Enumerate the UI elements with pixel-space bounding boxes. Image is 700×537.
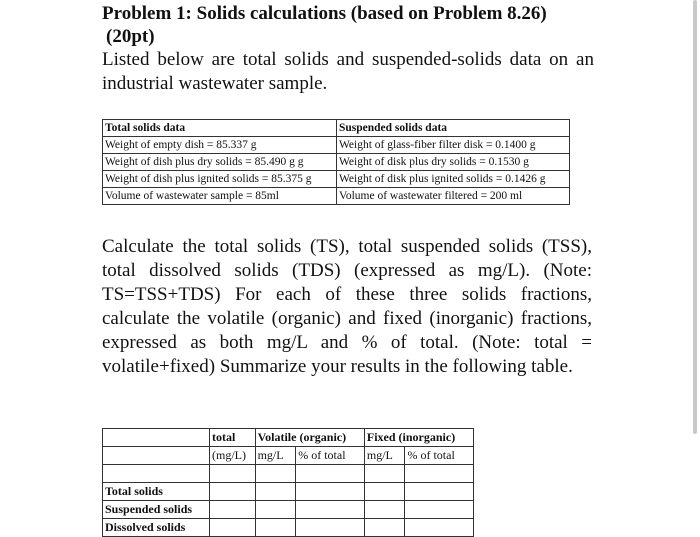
- row-label-total-solids: Total solids: [103, 483, 210, 501]
- unit-volatile-mgl: mg/L: [255, 447, 296, 465]
- table-cell: Weight of dish plus ignited solids = 85.375 g: [103, 171, 337, 188]
- answer-cell[interactable]: [405, 519, 474, 537]
- unit-total: (mg/L): [210, 447, 256, 465]
- table-row: [103, 171, 570, 188]
- answer-cell[interactable]: [210, 501, 256, 519]
- problem-points: (20pt): [106, 26, 155, 47]
- table-row: [103, 519, 474, 537]
- answer-cell[interactable]: [255, 519, 296, 537]
- table-row: [103, 188, 570, 205]
- empty-corner-cell: [103, 429, 210, 447]
- header-total: total: [210, 429, 256, 447]
- answer-cell[interactable]: [364, 483, 405, 501]
- summary-spacer-row: [103, 465, 474, 483]
- header-volatile: Volatile (organic): [255, 429, 364, 447]
- table-row: [103, 137, 570, 154]
- solids-data-table: [102, 119, 570, 205]
- answer-cell[interactable]: [255, 483, 296, 501]
- answer-cell[interactable]: [296, 483, 365, 501]
- table-cell: Weight of disk plus dry solids = 0.1530 g: [337, 154, 570, 171]
- answer-cell[interactable]: [364, 519, 405, 537]
- question-text: Calculate the total solids (TS), total suspended solids (TSS), total dissolved solids (TDS) (expressed as mg/L). (Note: TS=TSS+TDS) For each of these three solids fractions, calculate the volatile (organic) and fixed (inorganic) fractions, expressed as both mg/L and % of total. (Note: total = volatile+fixed) Summarize your results in the following table.: [102, 236, 592, 377]
- row-label-suspended-solids: Suspended solids: [103, 501, 210, 519]
- vertical-scrollbar[interactable]: [693, 0, 697, 434]
- table-cell: Weight of disk plus ignited solids = 0.1426 g: [337, 171, 570, 188]
- problem-title: [102, 2, 594, 48]
- answer-cell[interactable]: [296, 501, 365, 519]
- problem-title-text: Problem 1: Solids calculations (based on Problem 8.26): [102, 3, 547, 24]
- answer-cell[interactable]: [210, 483, 256, 501]
- answer-cell[interactable]: [296, 519, 365, 537]
- table-row: [103, 501, 474, 519]
- table-cell: Weight of empty dish = 85.337 g: [103, 137, 337, 154]
- header-suspended-solids: Suspended solids data: [337, 120, 570, 137]
- unit-volatile-pct: % of total: [296, 447, 365, 465]
- empty-corner-cell: [103, 447, 210, 465]
- answer-cell[interactable]: [405, 501, 474, 519]
- header-fixed: Fixed (inorganic): [364, 429, 473, 447]
- table-cell: Weight of glass-fiber filter disk = 0.1400 g: [337, 137, 570, 154]
- summary-unit-row: [103, 447, 474, 465]
- summary-table: [102, 428, 474, 537]
- row-label-dissolved-solids: Dissolved solids: [103, 519, 210, 537]
- table-row: [103, 154, 570, 171]
- header-total-solids: Total solids data: [103, 120, 337, 137]
- unit-fixed-mgl: mg/L: [364, 447, 405, 465]
- answer-cell[interactable]: [255, 501, 296, 519]
- answer-cell[interactable]: [405, 483, 474, 501]
- answer-cell[interactable]: [364, 501, 405, 519]
- table-cell: Volume of wastewater filtered = 200 ml: [337, 188, 570, 205]
- unit-fixed-pct: % of total: [405, 447, 474, 465]
- answer-cell[interactable]: [210, 519, 256, 537]
- summary-header-row: [103, 429, 474, 447]
- table-row: [103, 483, 474, 501]
- problem-header: [102, 2, 594, 96]
- table-cell: Volume of wastewater sample = 85ml: [103, 188, 337, 205]
- problem-intro: Listed below are total solids and suspended-solids data on an industrial wastewater sample.: [102, 49, 594, 94]
- table-header-row: [103, 120, 570, 137]
- table-cell: Weight of dish plus dry solids = 85.490 g g: [103, 154, 337, 171]
